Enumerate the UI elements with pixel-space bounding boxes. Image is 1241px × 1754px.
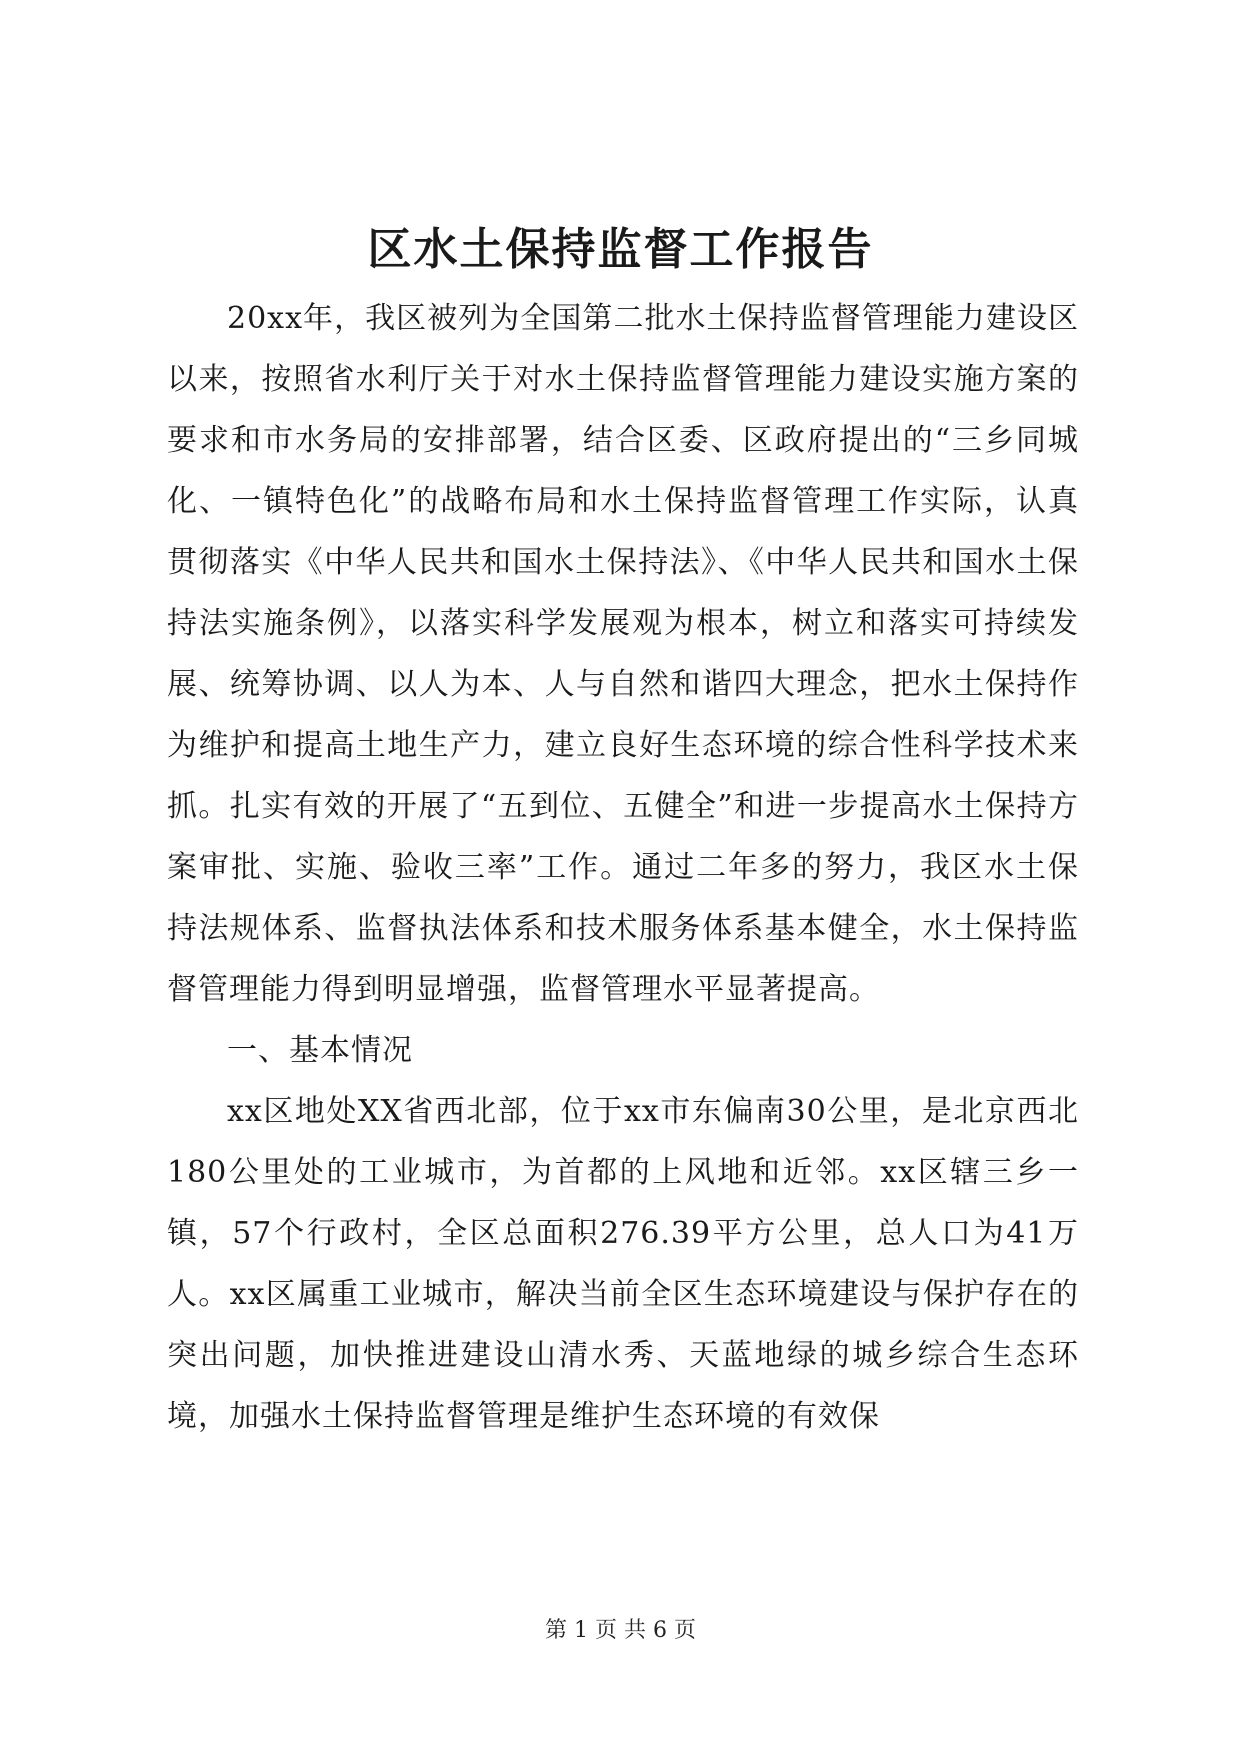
document-title: 区水土保持监督工作报告 — [367, 224, 874, 275]
document-body — [167, 288, 1079, 1447]
section-heading: 一、基本情况 — [227, 1033, 413, 1068]
intro-paragraph: 20xx年，我区被列为全国第二批水土保持监督管理能力建设区以来，按照省水利厅关于对水土保持监督管理能力建设实施方案的要求和市水务局的安排部署，结合区委、区政府提出的“三乡同城化、一镇特色化”的战略布局和水土保持监督管理工作实际，认真贯彻落实《中华人民共和国水土保持法》、《中华人民共和国水土保持法实施条例》，以落实科学发展观为根本，树立和落实可持续发展、统筹协调、以人为本、人与自然和谐四大理念，把水土保持作为维护和提高土地生产力，建立良好生态环境的综合性科学技术来抓。扎实有效的开展了“五到位、五健全”和进一步提高水土保持方案审批、实施、验收三率”工作。通过二年多的努力，我区水土保持法规体系、监督执法体系和技术服务体系基本健全，水土保持监督管理能力得到明显增强，监督管理水平显著提高。 — [167, 301, 1079, 1007]
section-paragraph: xx区地处XX省西北部，位于xx市东偏南30公里，是北京西北180公里处的工业城市，为首都的上风地和近邻。xx区辖三乡一镇，57个行政村，全区总面积276.39平方公里，总人口为41万人。xx区属重工业城市，解决当前全区生态环境建设与保护存在的突出问题，加快推进建设山清水秀、天蓝地绿的城乡综合生态环境，加强水土保持监督管理是维护生态环境的有效保 — [167, 1094, 1079, 1434]
page-footer: 第 1 页 共 6 页 — [545, 1618, 696, 1643]
